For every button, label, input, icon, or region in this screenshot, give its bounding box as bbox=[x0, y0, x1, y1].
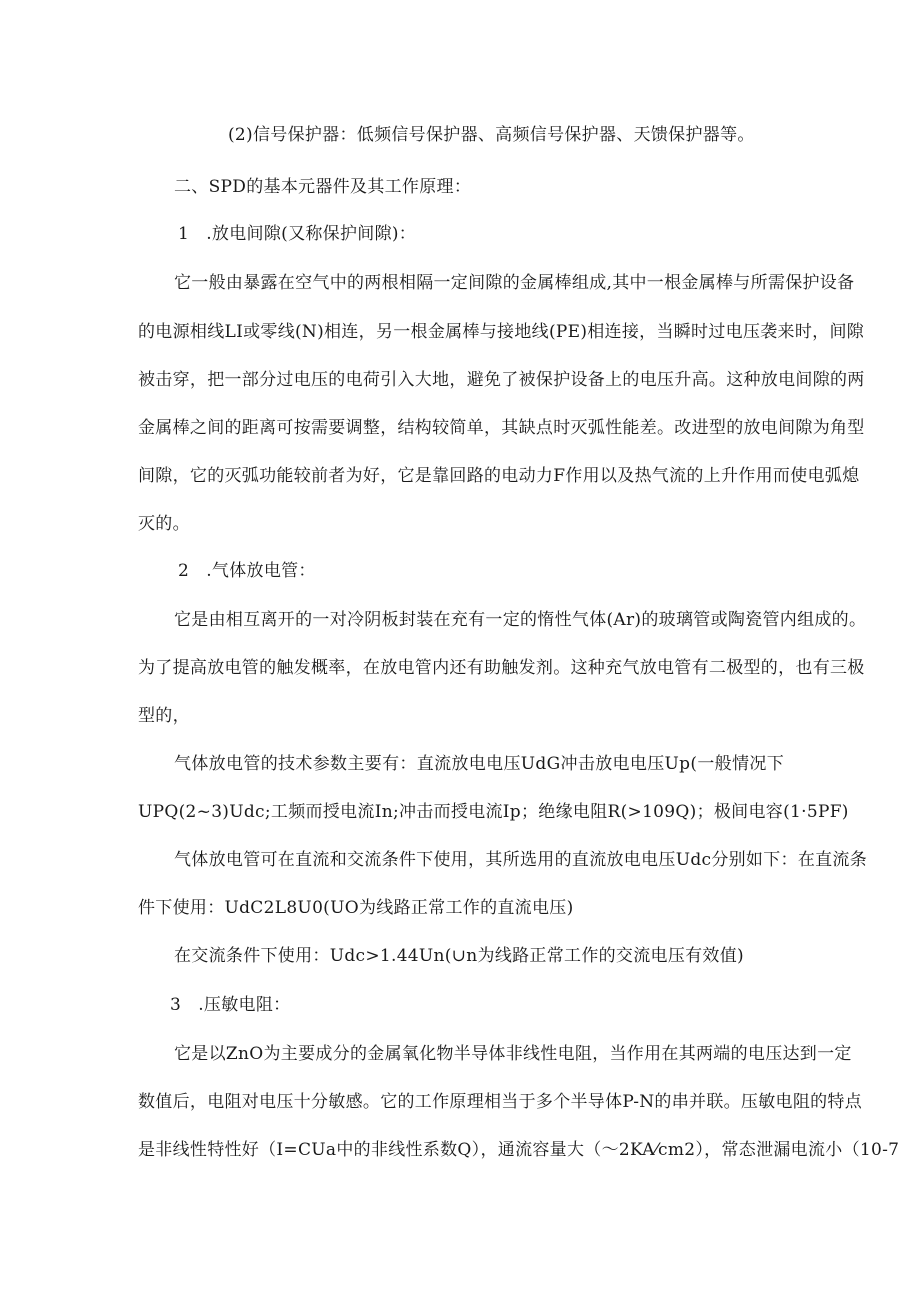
signal-protector-line: (2)信号保护器：低频信号保护器、高频信号保护器、天馈保护器等。 bbox=[228, 125, 755, 145]
item-1-heading: 1 .放电间隙(又称保护间隙)： bbox=[178, 224, 417, 244]
paragraph-line: 型的， bbox=[138, 706, 190, 726]
paragraph-line: 它一般由暴露在空气中的两根相隔一定间隙的金属棒组成,其中一根金属棒与所需保护设备 bbox=[174, 273, 855, 293]
paragraph-line: 在交流条件下使用：Udc>1.44Un(∪n为线路正常工作的交流电压有效值) bbox=[174, 946, 744, 966]
paragraph-line: 金属棒之间的距离可按需要调整，结构较简单，其缺点时灭弧性能差。改进型的放电间隙为角型 bbox=[138, 418, 865, 438]
paragraph-line: 是非线性特性好（I=CUa中的非线性系数Q），通流容量大（～2KA⁄cm2），常态泄漏电流小（10-7 bbox=[138, 1140, 900, 1160]
paragraph-line: 它是以ZnO为主要成分的金属氧化物半导体非线性电阻，当作用在其两端的电压达到一定 bbox=[174, 1044, 852, 1064]
section-two-heading: 二、SPD的基本元器件及其工作原理： bbox=[174, 177, 472, 197]
paragraph-line: 数值后，电阻对电压十分敏感。它的工作原理相当于多个半导体P-N的串并联。压敏电阻的特点 bbox=[138, 1092, 863, 1112]
paragraph-line: 气体放电管的技术参数主要有：直流放电电压UdG冲击放电电压Up(一般情况下 bbox=[174, 754, 784, 774]
paragraph-line: 气体放电管可在直流和交流条件下使用，其所选用的直流放电电压Udc分别如下：在直流条 bbox=[174, 850, 868, 870]
item-2-heading: 2 .气体放电管： bbox=[178, 561, 316, 581]
paragraph-line: 的电源相线LI或零线(N)相连，另一根金属棒与接地线(PE)相连接，当瞬时过电压袭来时，间隙 bbox=[138, 322, 865, 342]
item-3-heading: 3 .压敏电阻： bbox=[170, 995, 291, 1015]
paragraph-line: UPQ(2~3)Udc;工频而授电流In;冲击而授电流Ip；绝缘电阻R(>109Q)；极间电容(1·5PF) bbox=[138, 802, 849, 822]
paragraph-line: 件下使用：UdC2L8U0(UO为线路正常工作的直流电压) bbox=[138, 898, 574, 918]
paragraph-line: 为了提高放电管的触发概率，在放电管内还有助触发剂。这种充气放电管有二极型的，也有三极 bbox=[138, 658, 865, 678]
paragraph-line: 间隙，它的灭弧功能较前者为好，它是靠回路的电动力F作用以及热气流的上升作用而使电弧熄 bbox=[138, 466, 860, 486]
paragraph-line: 灭的。 bbox=[138, 514, 190, 534]
paragraph-line: 被击穿，把一部分过电压的电荷引入大地，避免了被保护设备上的电压升高。这种放电间隙的两 bbox=[138, 370, 865, 390]
paragraph-line: 它是由相互离开的一对冷阴板封装在充有一定的惰性气体(Ar)的玻璃管或陶瓷管内组成的。 bbox=[174, 610, 867, 630]
